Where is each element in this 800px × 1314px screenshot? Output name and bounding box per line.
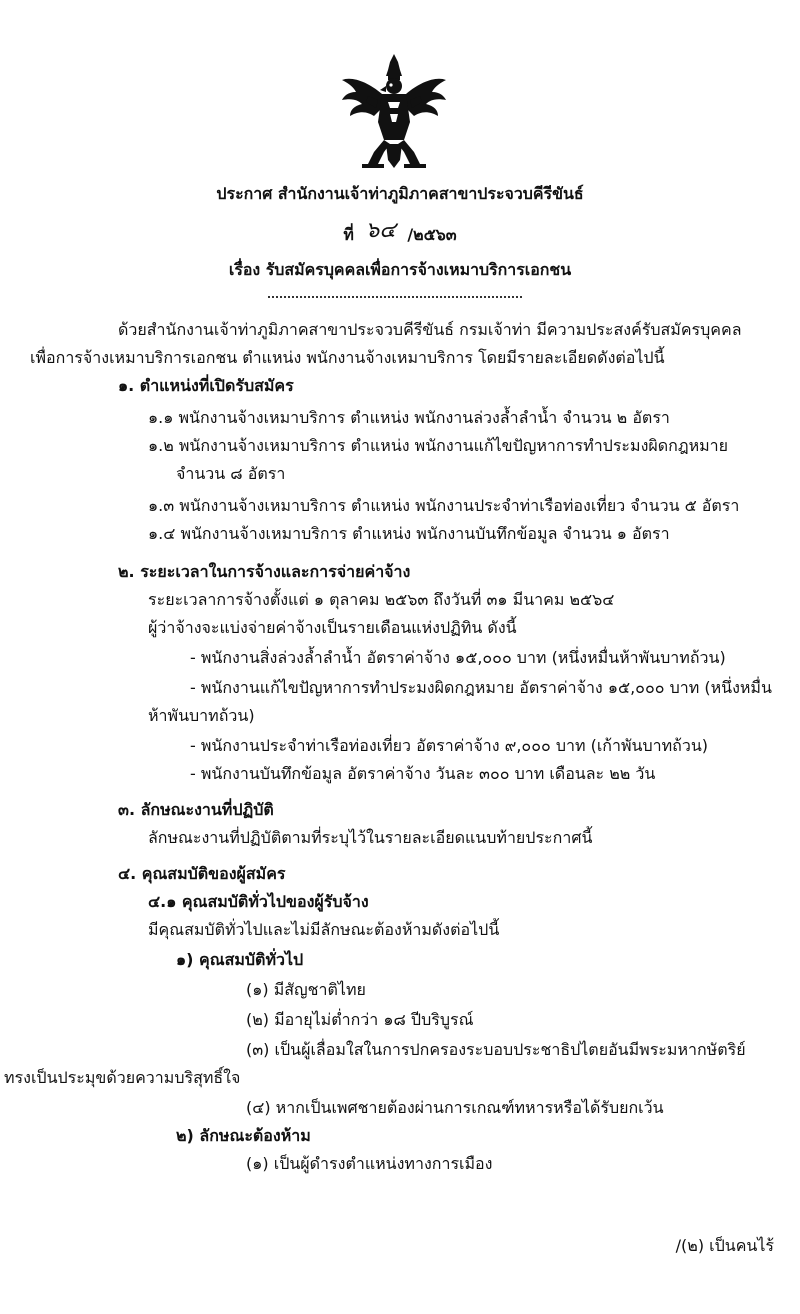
document-number-prefix: ที่ [343, 225, 354, 244]
document-number [2, 218, 798, 247]
section1-item-2-line-2: จำนวน ๘ อัตรา [176, 464, 286, 483]
section1-item-3: ๑.๓ พนักงานจ้างเหมาบริการ ตำแหน่ง พนักงานประจำท่าเรือท่องเที่ยว จำนวน ๕ อัตรา [148, 496, 740, 515]
section1-item-2-line-1: ๑.๒ พนักงานจ้างเหมาบริการ ตำแหน่ง พนักงานแก้ไขปัญหาการทำประมงผิดกฎหมาย [148, 436, 729, 455]
section2-rate-4: - พนักงานบันทึกข้อมูล อัตราค่าจ้าง วันละ ๓๐๐ บาท เดือนละ ๒๒ วัน [190, 764, 656, 783]
page-continuation-note: /(๒) เป็นคนไร้ [675, 1236, 774, 1255]
general-qualification-4: (๔) หากเป็นเพศชายต้องผ่านการเกณฑ์ทหารหรือได้รับยกเว้น [246, 1098, 664, 1117]
section1-item-1: ๑.๑ พนักงานจ้างเหมาบริการ ตำแหน่ง พนักงานล่วงล้ำลำน้ำ จำนวน ๒ อัตรา [148, 408, 670, 427]
section2-rate-2-line-1: - พนักงานแก้ไขปัญหาการทำประมงผิดกฎหมาย อัตราค่าจ้าง ๑๕,๐๐๐ บาท (หนึ่งหมื่น [190, 678, 772, 697]
garuda-emblem-icon [338, 52, 450, 172]
section4-sub1-intro: มีคุณสมบัติทั่วไปและไม่มีลักษณะต้องห้ามดังต่อไปนี้ [148, 920, 500, 939]
document-title: ประกาศ สำนักงานเจ้าท่าภูมิภาคสาขาประจวบคีรีขันธ์ [216, 184, 584, 203]
intro-line-1: ด้วยสำนักงานเจ้าท่าภูมิภาคสาขาประจวบคีรีขันธ์ กรมเจ้าท่า มีความประสงค์รับสมัครบุคคล [118, 320, 742, 339]
section4-sub1-heading: ๔.๑ คุณสมบัติทั่วไปของผู้รับจ้าง [148, 892, 369, 911]
general-qualification-2: (๒) มีอายุไม่ต่ำกว่า ๑๘ ปีบริบูรณ์ [246, 1010, 474, 1029]
section3-body: ลักษณะงานที่ปฏิบัติตามที่ระบุไว้ในรายละเอียดแนบท้ายประกาศนี้ [148, 828, 593, 847]
section2-rate-2-line-2: ห้าพันบาทถ้วน) [148, 706, 255, 725]
document-number-suffix: /๒๕๖๓ [407, 225, 457, 244]
section2-heading: ๒. ระยะเวลาในการจ้างและการจ่ายค่าจ้าง [118, 562, 411, 581]
general-qualification-3-line-1: (๓) เป็นผู้เลื่อมใสในการปกครองระบอบประชาธิปไตยอันมีพระมหากษัตริย์ [246, 1040, 746, 1059]
section2-payment: ผู้ว่าจ้างจะแบ่งจ่ายค่าจ้างเป็นรายเดือนแห่งปฏิทิน ดังนี้ [148, 618, 517, 637]
general-qualification-3-line-2: ทรงเป็นประมุขด้วยความบริสุทธิ์ใจ [4, 1068, 241, 1087]
section3-heading: ๓. ลักษณะงานที่ปฏิบัติ [118, 800, 274, 819]
document-subject: เรื่อง รับสมัครบุคคลเพื่อการจ้างเหมาบริการเอกชน [228, 260, 572, 279]
section2-rate-3: - พนักงานประจำท่าเรือท่องเที่ยว อัตราค่าจ้าง ๙,๐๐๐ บาท (เก้าพันบาทถ้วน) [190, 736, 708, 755]
section2-rate-1: - พนักงานสิ่งล่วงล้ำลำน้ำ อัตราค่าจ้าง ๑๕,๐๐๐ บาท (หนึ่งหมื่นห้าพันบาทถ้วน) [190, 648, 726, 667]
prohibited-item-1: (๑) เป็นผู้ดำรงตำแหน่งทางการเมือง [246, 1154, 493, 1173]
section1-heading: ๑. ตำแหน่งที่เปิดรับสมัคร [118, 376, 294, 395]
intro-line-2: เพื่อการจ้างเหมาบริการเอกชน ตำแหน่ง พนักงานจ้างเหมาบริการ โดยมีรายละเอียดดังต่อไปนี้ [30, 348, 665, 367]
general-qualifications-heading: ๑) คุณสมบัติทั่วไป [176, 950, 304, 969]
separator-dotted [268, 296, 522, 298]
document-number-handwritten: ๖๔ [365, 218, 396, 243]
prohibited-heading: ๒) ลักษณะต้องห้าม [176, 1126, 311, 1145]
section4-heading: ๔. คุณสมบัติของผู้สมัคร [118, 864, 286, 883]
section2-period: ระยะเวลาการจ้างตั้งแต่ ๑ ตุลาคม ๒๕๖๓ ถึงวันที่ ๓๑ มีนาคม ๒๕๖๔ [148, 590, 615, 609]
general-qualification-1: (๑) มีสัญชาติไทย [246, 980, 366, 999]
section1-item-4: ๑.๔ พนักงานจ้างเหมาบริการ ตำแหน่ง พนักงานบันทึกข้อมูล จำนวน ๑ อัตรา [148, 524, 670, 543]
